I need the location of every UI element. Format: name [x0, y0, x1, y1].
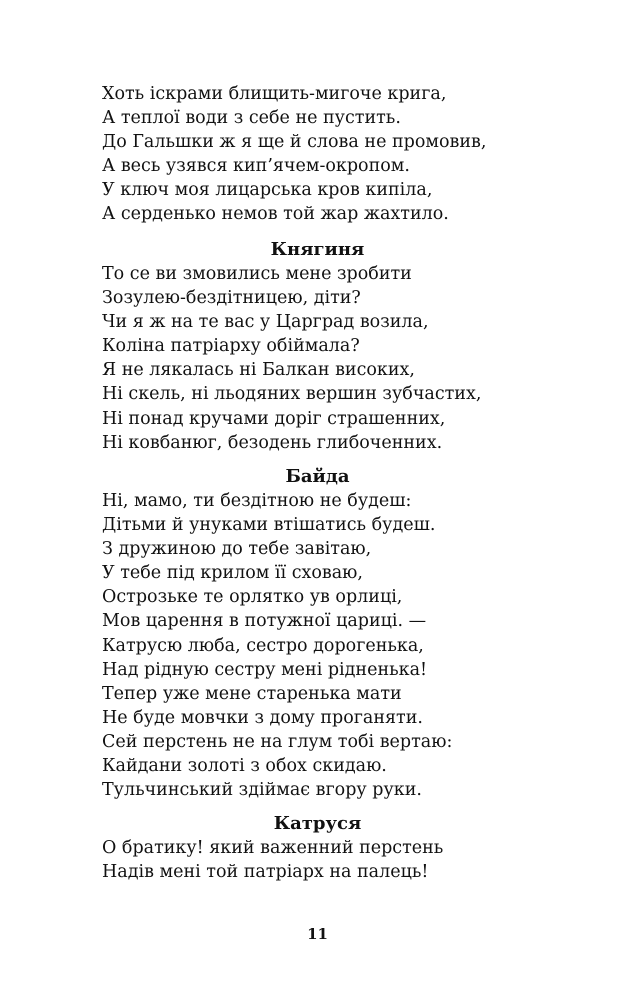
verse-line: З дружиною до тебе завітаю, — [102, 539, 372, 560]
speech-stanza — [102, 489, 622, 802]
verse-line: Мов царення в потужної цариці. — — [102, 611, 427, 632]
speech-stanza — [102, 836, 622, 884]
verse-line: Катрусю люба, сестро дорогенька, — [102, 635, 424, 656]
verse-line: Ні, мамо, ти бездітною не будеш: — [102, 491, 412, 511]
verse-line: А теплої води з себе не пустить. — [102, 108, 401, 129]
verse-line: Не буде мовчки з дому проганяти. — [102, 707, 423, 728]
verse-line: Тульчинський здіймає вгору руки. — [102, 780, 422, 801]
verse-line: Тепер уже мене старенька мати — [102, 683, 402, 704]
verse-line: Над рідную сестру мені рідненька! — [102, 659, 428, 680]
speech-stanza — [102, 262, 622, 455]
verse-line: Сей перстень не на глум тобі вертаю: — [102, 731, 453, 752]
verse-line: Я не лякалась ні Балкан високих, — [102, 360, 415, 381]
verse-line: У тебе під крилом її сховаю, — [102, 563, 363, 584]
verse-line: Хоть іскрами блищить-мигоче крига, — [102, 84, 447, 104]
opening-stanza — [102, 82, 622, 227]
verse-line: А серденько немов той жар жахтило. — [102, 204, 449, 225]
verse-line: Надів мені той патріарх на палець! — [102, 862, 429, 883]
verse-line: Кайдани золоті з обох скидаю. — [102, 756, 387, 777]
verse-line: Ні понад кручами доріг страшенних, — [102, 408, 446, 429]
verse-line: Ні ковбанюг, безодень глибоченних. — [102, 432, 443, 453]
verse-line: Дітьми й унуками втішатись будеш. — [102, 515, 436, 536]
verse-line: Коліна патріарху обіймала? — [102, 336, 360, 357]
verse-line: Ні скель, ні льодяних вершин зубчастих, — [102, 384, 482, 405]
speaker-name: Катруся — [273, 813, 362, 834]
verse-line: До Гальшки ж я ще й слова не промовив, — [102, 132, 487, 153]
verse-line: То се ви змовились мене зробити — [102, 264, 412, 284]
page-number: 11 — [307, 925, 328, 943]
verse-line: О братику! який важенний перстень — [102, 838, 444, 858]
verse-line: Острозьке те орлятко ув орлиці, — [102, 587, 403, 608]
verse-line: А весь узявся кип’ячем-окропом. — [102, 156, 410, 177]
speaker-name: Княгиня — [270, 239, 365, 260]
verse-line: Зозулею-бездітницею, діти? — [102, 288, 361, 309]
speaker-name: Байда — [285, 466, 350, 487]
verse-line: Чи я ж на те вас у Царград возила, — [102, 312, 429, 333]
verse-line: У ключ моя лицарська кров кипіла, — [102, 180, 433, 201]
